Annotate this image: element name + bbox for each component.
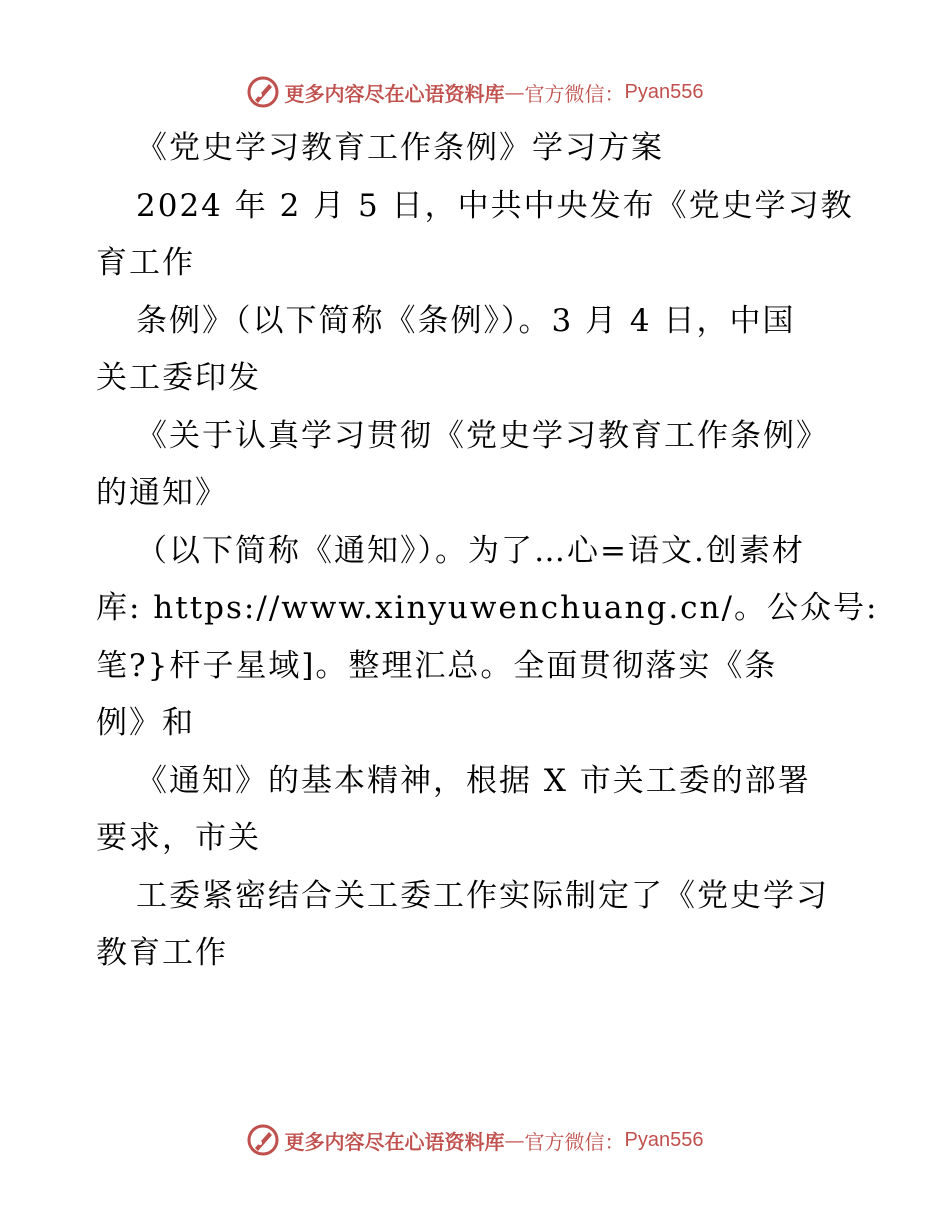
paragraph-line: 条例》（以下简称《条例》）。3 月 4 日，中国	[136, 302, 796, 339]
paragraph-line: 的通知》	[96, 475, 228, 511]
paragraph-line: 关工委印发	[96, 360, 261, 396]
footer-watermark	[0, 1120, 950, 1160]
watermark-dash: —	[504, 80, 525, 104]
paragraph-line: （以下简称《通知》）。为了…心=语文.创素材	[136, 532, 805, 569]
pen-logo-icon	[247, 76, 279, 108]
watermark-id: Pyan556	[624, 80, 704, 103]
paragraph-line: 笔?}杆子星域]。整理汇总。全面贯彻落实《条	[96, 647, 778, 684]
pen-logo-icon	[247, 1124, 279, 1156]
paragraph-line: 例》和	[96, 705, 195, 741]
paragraph-line: 《关于认真学习贯彻《党史学习教育工作条例》	[136, 417, 829, 454]
header-watermark	[0, 72, 950, 112]
watermark-brand: 更多内容尽在心语资料库	[284, 1129, 505, 1154]
document-body	[96, 120, 879, 983]
paragraph-line: 教育工作	[96, 935, 228, 971]
document-title: 《党史学习教育工作条例》学习方案	[136, 130, 664, 166]
paragraph-line: 《通知》的基本精神，根据 X 市关工委的部署	[136, 762, 811, 799]
watermark-id: Pyan556	[624, 1128, 704, 1151]
watermark-label: 官方微信：	[524, 1129, 625, 1154]
paragraph-line: 要求，市关	[96, 820, 261, 856]
paragraph-line: 2024 年 2 月 5 日，中共中央发布《党史学习教	[136, 187, 854, 224]
watermark-dash: —	[504, 1128, 525, 1152]
watermark-brand: 更多内容尽在心语资料库	[284, 81, 505, 106]
paragraph-line: 育工作	[96, 245, 195, 281]
paragraph-line: 库: https://www.xinyuwenchuang.cn/。公众号:	[96, 590, 879, 626]
watermark-label: 官方微信：	[524, 81, 625, 106]
paragraph-line: 工委紧密结合关工委工作实际制定了《党史学习	[136, 877, 829, 914]
